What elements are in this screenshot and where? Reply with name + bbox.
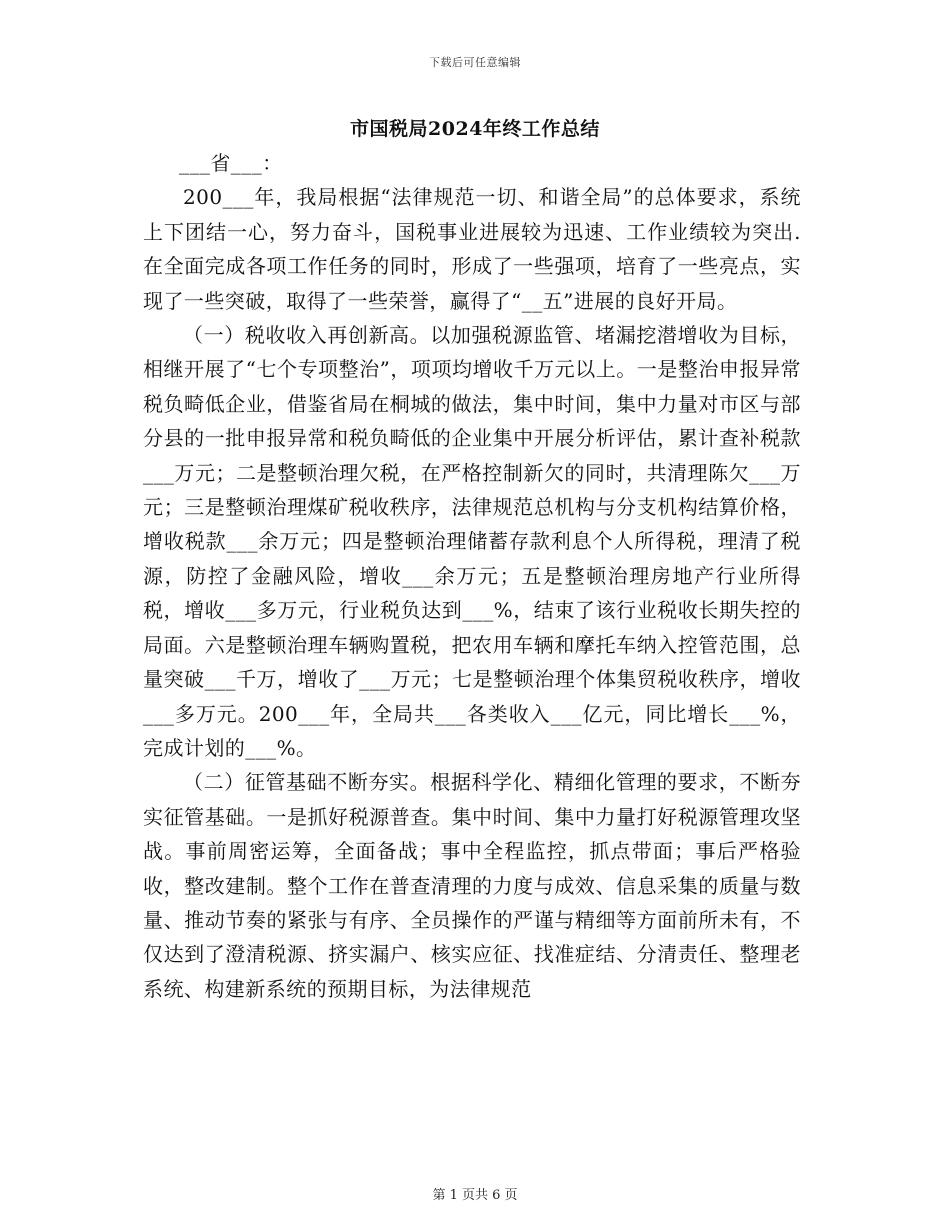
section-one-paragraph: （一）税收收入再创新高。以加强税源监管、堵漏挖潜增收为目标，相继开展了“七个专项整治”，项项均增收千万元以上。一是整治申报异常税负畸低企业，借鉴省局在桐城的做法，集中时间，集中力量对市区与部分县的一批申报异常和税负畸低的企业集中开展分析评估，累计查补税款___万元；二是整顿治理欠税，在严格控制新欠的同时，共清理陈欠___万元；三是整顿治理煤矿税收秩序，法律规范总机构与分支机构结算价格，增收税款___余万元；四是整顿治理储蓄存款利息个人所得税，理清了税源，防控了金融风险，增收___余万元；五是整顿治理房地产行业所得税，增收___多万元，行业税负达到___%，结束了该行业税收长期失控的局面。六是整顿治理车辆购置税，把农用车辆和摩托车纳入控管范围，总量突破___千万，增收了___万元；七是整顿治理个体集贸税收秩序，增收___多万元。200___年，全局共___各类收入___亿元，同比增长___%，完成计划的___%。 (143, 323, 801, 760)
document-body (143, 146, 801, 1006)
page-number: 第 1 页共 6 页 (432, 1188, 518, 1203)
header-note: 下载后可任意编辑 (429, 56, 521, 69)
document-title: 市国税局2024年终工作总结 (350, 118, 600, 140)
section-two-paragraph: （二）征管基础不断夯实。根据科学化、精细化管理的要求，不断夯实征管基础。一是抓好税源普查。集中时间、集中力量打好税源管理攻坚战。事前周密运筹，全面备战；事中全程监控，抓点带面；事后严格验收，整改建制。整个工作在普查清理的力度与成效、信息采集的质量与数量、推动节奏的紧张与有序、全员操作的严谨与精细等方面前所未有，不仅达到了澄清税源、挤实漏户、核实应征、找准症结、分清责任、整理老系统、构建新系统的预期目标，为法律规范 (143, 770, 801, 1001)
intro-paragraph: 200___年，我局根据“法律规范一切、和谐全局”的总体要求，系统上下团结一心，努力奋斗，国税事业进展较为迅速、工作业绩较为突出.在全面完成各项工作任务的同时，形成了一些强项，培育了一些亮点，实现了一些突破，取得了一些荣誉，赢得了“__五”进展的良好开局。 (143, 185, 801, 313)
salutation-paragraph: ___省___： (179, 151, 283, 175)
